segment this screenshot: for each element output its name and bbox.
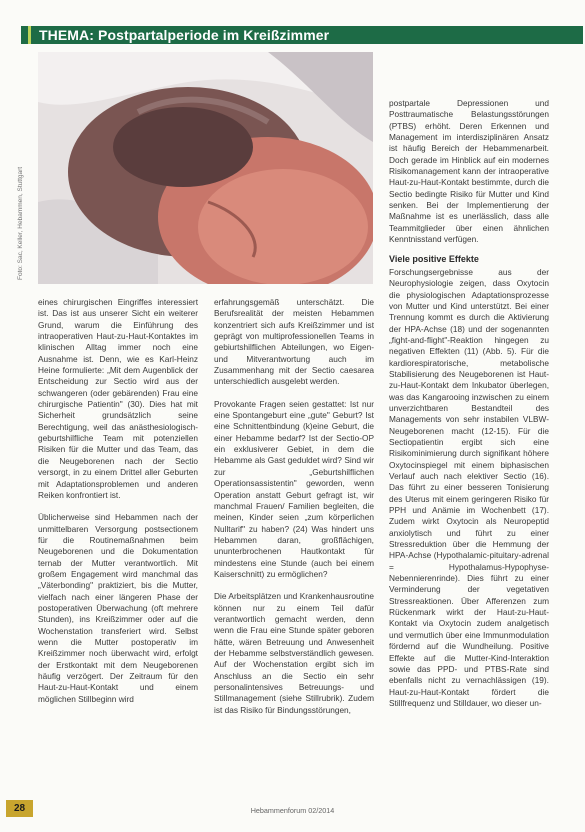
section-title: THEMA: Postpartalperiode im Kreißzimmer — [39, 27, 330, 43]
journal-footer: Hebammenforum 02/2014 — [250, 806, 335, 815]
section-header — [21, 26, 583, 44]
paragraph: Provokante Fragen seien gestattet: Ist nur eine Spontangeburt eine „gute" Geburt? Ist eine Schnittentbindung (k)eine Geburt, die einer Hebamme bedarf? Ist der Sectio-OP ein exklusiverer Gebiet, in dem die Hebamme als Gast geduldet wird? Sind wir zur „Geburtshilflichen Operationsassistentin" geworden, wenn Operation anstatt Geburt gefragt ist, wir manchmal Frauen/ Familien begleiten, die meinen, Kinder seien „zum körperlichen Nulltarif" zu haben? (24) Was hindert uns Hebammen daran, großflächigen, ununterbrochenen Hautkontakt für mindestens eine Stunde (auch bei einem Kaiserschnitt) zu ermöglichen? — [214, 398, 374, 579]
paragraph: Forschungsergebnisse aus der Neurophysiologie zeigen, dass Oxytocin die physiologischen Adaptationsprozesse von Mutter und Kind unterstützt. Bei einer Trennung kommt es durch die Aktivierung der HPA-Achse (18) und der sogenannten „fight-and-flight"-Reaktion hingegen zu negativen Effekten (11) (Abb. 5). Für die kardiorespiratorische, metabolische Stabilisierung des Neugeborenen ist Haut-zu-Haut-Kontakt dem Inkubator überlegen, was das Kangarooing inzwischen zu einem unverzichtbaren Bestandteil des Managements von sehr instabilen VLBW-Neugeborenen macht (12-15). Für die Sectiopatientin ergibt sich eine Risikominimierung durch signifikant höhere Oxytocinspiegel mit einem biphasischen Verlauf auch nach elektiver Sectio (16). Das führt zu einer besseren Tonisierung des Uterus mit einem geringeren Risiko für PPH und Anämie im Wochenbett (17). Zudem wirkt Oxytocin als Neuropeptid anxiolytisch und führt zu einer Stressreduktion über die Hemmung der HPA-Achse (Hypothalamic-pituitary-adrenal = Hypothalamus-Hypophyse-Nebennierenrinde). Dies führt zu einer Verminderung der vegetativen Stressreaktionen. Über Afferenzen zum Rückenmark wirkt der Haut-zu-Haut-Kontakt via Oxytocin zudem analgetisch und vermutlich über eine Immunmodulation fördernd auf die Wundheilung. Positive Effekte auf die Mutter-Kind-Interaktion sowie das PPD- und PTBS-Rate sind ebenfalls nicht zu vernachlässigen (19). Haut-zu-Haut-Kontakt fördert die Stillfrequenz und Stilldauer, wo dieser un- — [389, 266, 549, 708]
newborn-photo-illustration — [38, 52, 373, 284]
newborn-photo — [38, 52, 373, 284]
paragraph: Die Arbeitsplätzen und Krankenhausroutine können nur zu einem Teil dafür verantwortlich gemacht werden, denn wenn die Frau eine Stunde später geboren hätte, wären Betreuung und Anwesenheit der Hebamme selbstverständlich gewesen. Auf der Wochenstation ergibt sich im Anschluss an die Sectio ein sehr personalintensives Betreuungs- und Stillmanagement (siehe Stillrubrik). Zudem ist das Risiko für Bindungsstörungen, — [214, 591, 374, 715]
subheading: Viele positive Effekte — [389, 254, 479, 265]
paragraph: Üblicherweise sind Hebammen nach der unmittelbaren Versorgung postsectionem für die Routinemaßnahmen beim Neugeborenen und die Dokumentation ternab der Mutter verantwortlich. Mit großem Engagement wird manchmal das „Väterbonding" praktiziert, bis die Mutter, vielfach nach einer längeren Phase der postoperativen Überwachung (oft mehrere Stunden), ins Kreißzimmer oder auf die Wochenstation transferiert wird. Selbst wenn die Mutter postoperativ im Kreißzimmer noch überwacht wird, erfolgt der Erstkontakt mit dem Neugeborenen häufig verzögert. Der Zeitraum für den Haut-zu-Haut-Kontakt und einem möglichen Stillbeginn wird — [38, 512, 198, 704]
text-column-1 — [38, 297, 198, 705]
paragraph: erfahrungsgemäß unterschätzt. Die Berufsrealität der meisten Hebammen konzentriert sich aufs Kreißzimmer und ist geprägt von multiprofessionellen Teams in gebiurtshilflichen Abteilungen, wo Eigen- und Mitverantwortung auch im Zusammenhang mit der Sectio caesarea unterschiedlich ausgelebt werden. — [214, 297, 374, 387]
page-number: 28 — [6, 800, 33, 817]
text-column-2 — [214, 297, 374, 716]
paragraph: postpartale Depressionen und Posttraumatische Belastungsstörungen (PTBS) erhöht. Deren Erkennen und Management im interdisziplinären Ansatz ist häufig Bereich der Hebammenarbeit. Doch gerade im Hinblick auf ein modernes Risikomanagement kann der intraoperative Haut-zu-Haut-Kontakt bestimmte, durch die Sectio bedingte Risiko für Mutter und Kind senken. Bei der Implementierung der Maßnahme ist es unerlässlich, dass alle Teammitglieder über einen ähnlichen Kenntnisstand verfügen. — [389, 98, 549, 245]
paragraph: eines chirurgischen Eingriffes interessiert ist. Das ist aus unserer Sicht ein weiterer Grund, warum die Einführung des intraoperativen Haut-zu-Haut-Kontaktes im klinischen Alltag immer noch eine Ausnahme ist. Denn, wie es Karl-Heinz Heine formulierte: „Mit dem Augenblick der Entscheidung zur Sectio wird aus der schwangeren (oder gebärenden) Frau eine chirurgische Patientin" (30). Dies hat mit Sicherheit grundsätzlich seine Berechtigung, weil das anästhesiologisch-geburtshilfliche Team mit potenziellen Risiken für die Mutter und das Team, das die Neugeborenen nach der Sectio versorgt, in zu einem Drittel aller Geburten mit Adaptationsproblemen und anderen Reiken konfrontiert ist. — [38, 297, 198, 500]
photo-credit: Foto: Sac, Keller, Hebammen, Stuttgart — [17, 166, 24, 280]
header-accent-mark — [28, 26, 31, 44]
text-column-3 — [389, 98, 549, 709]
